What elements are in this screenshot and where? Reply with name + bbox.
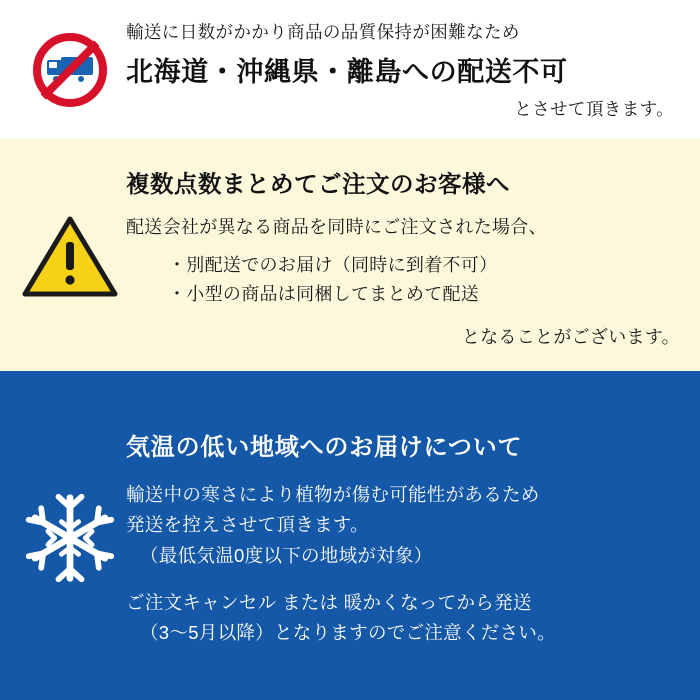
cold-region-section	[0, 371, 700, 700]
delivery-restriction-section	[0, 0, 700, 139]
list-item: ・別配送でのお届け（同時に到着不可）	[168, 254, 498, 275]
delivery-reason-text: 輸送に日数がかかり商品の品質保持が困難なため	[126, 21, 520, 42]
cold-region-line1: 輸送中の寒さにより植物が傷む可能性があるため	[126, 484, 540, 506]
cold-region-icon-column	[14, 389, 126, 686]
cold-region-line4: （3〜5月以降）となりますのでご注意ください。	[140, 621, 556, 643]
multiple-items-section	[0, 139, 700, 371]
truck-cab	[47, 60, 62, 75]
multiple-items-bullet-list	[126, 251, 682, 309]
multiple-items-lead: 配送会社が異なる商品を同時にご注文された場合、	[126, 216, 547, 237]
cold-region-subnote: （最低気温0度以下の地域が対象）	[140, 544, 433, 566]
truck-wheel-rear	[77, 75, 85, 83]
list-item: ・小型の商品は同梱してまとめて配送	[168, 284, 480, 304]
multiple-items-text-column	[126, 153, 682, 361]
multiple-items-icon-column	[14, 153, 126, 361]
snowflake-icon	[22, 490, 118, 586]
spacer	[126, 568, 682, 588]
multiple-items-closing-text: となることがございます。	[461, 327, 680, 348]
delivery-icon-column	[14, 33, 126, 107]
cold-region-title: 気温の低い地域へのお届けについて	[126, 434, 523, 462]
delivery-closing-text: とさせて頂きます。	[514, 98, 674, 119]
cold-region-line2: 発送を控えさせて頂きます。	[126, 514, 369, 536]
delivery-text-column	[126, 19, 682, 121]
cold-region-text-column	[126, 389, 682, 686]
delivery-headline: 北海道・沖縄県・離島への配送不可	[126, 56, 568, 87]
cold-region-line3: ご注文キャンセル または 暖かくなってから発送	[126, 591, 532, 613]
warning-triangle-icon	[22, 215, 118, 299]
multiple-items-title: 複数点数まとめてご注文のお客様へ	[126, 170, 510, 197]
no-truck-icon	[33, 33, 107, 107]
